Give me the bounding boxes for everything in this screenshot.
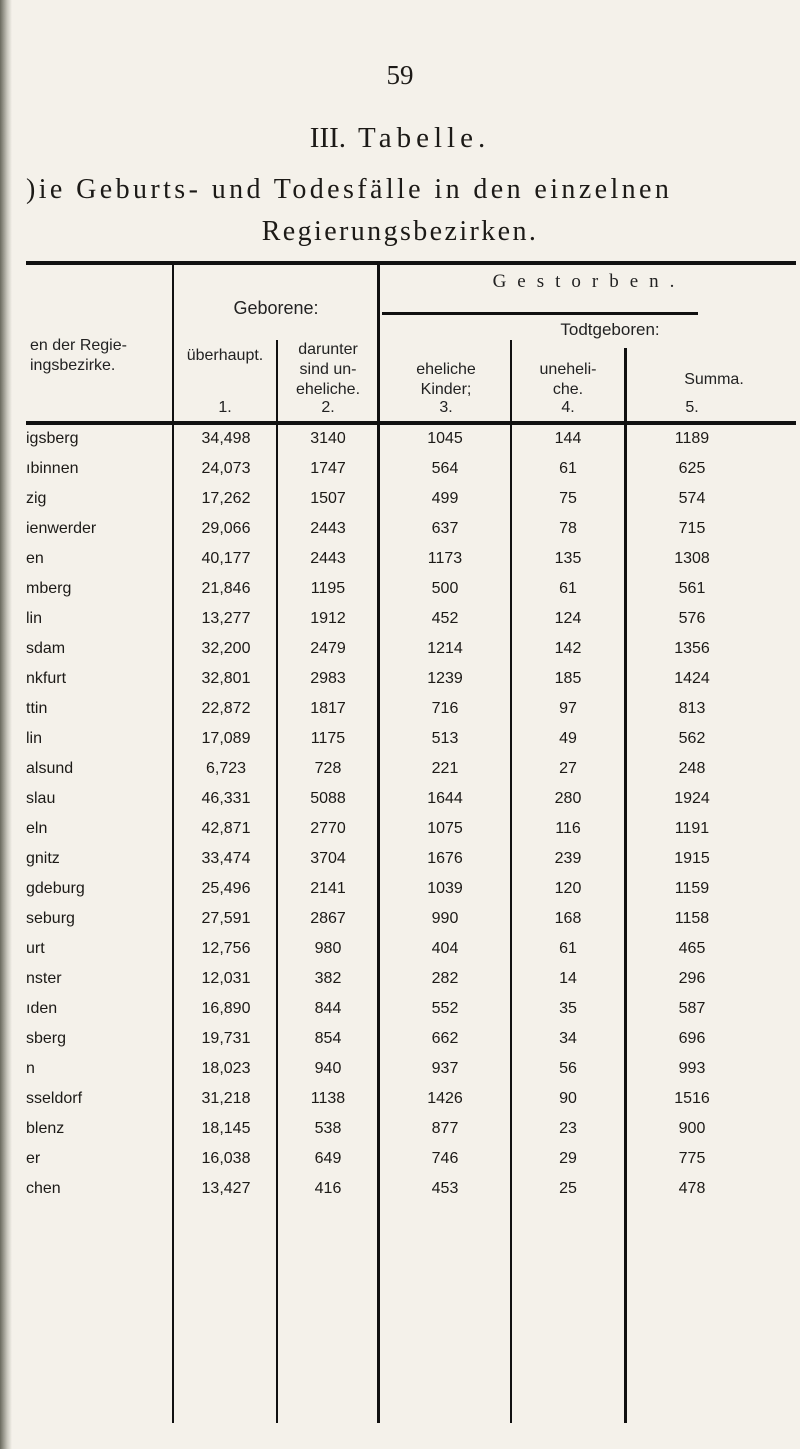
region-name-cell: igsberg	[26, 430, 79, 447]
table-top-rule	[26, 261, 796, 265]
stillborn-illegitimate-cell: 61	[559, 460, 577, 477]
table-row	[0, 666, 800, 696]
stillborn-total-cell: 625	[678, 460, 706, 477]
births-total-cell: 42,871	[201, 820, 251, 837]
region-name-cell: sdam	[26, 640, 66, 657]
table-row	[0, 1116, 800, 1146]
stillborn-legitimate-cell: 1045	[427, 430, 463, 447]
stillborn-total-cell: 478	[678, 1180, 706, 1197]
stillborn-total-cell: 576	[678, 610, 706, 627]
table-row	[0, 816, 800, 846]
stillborn-illegitimate-cell: 135	[554, 550, 582, 567]
table-row	[0, 756, 800, 786]
column-number-3: 3.	[439, 399, 453, 416]
stillborn-illegitimate-cell: 23	[559, 1120, 577, 1137]
region-name-cell: blenz	[26, 1120, 65, 1137]
births-illegitimate-cell: 844	[314, 1000, 342, 1017]
table-title-word: Tabelle.	[358, 122, 491, 154]
stillborn-total-cell: 465	[678, 940, 706, 957]
table-row	[0, 576, 800, 606]
column-number-2: 2.	[321, 399, 335, 416]
region-name-cell: chen	[26, 1180, 61, 1197]
births-illegitimate-cell: 1175	[310, 730, 346, 747]
stillborn-total-cell: 775	[678, 1150, 706, 1167]
table-row	[0, 696, 800, 726]
table-row	[0, 786, 800, 816]
stillborn-illegitimate-cell: 168	[554, 910, 582, 927]
births-total-cell: 12,031	[201, 970, 251, 987]
region-name-cell: eln	[26, 820, 48, 837]
births-total-cell: 13,427	[201, 1180, 251, 1197]
header-ueberhaupt: überhaupt.	[186, 347, 264, 364]
births-total-cell: 29,066	[201, 520, 251, 537]
stillborn-legitimate-cell: 282	[431, 970, 459, 987]
table-row	[0, 606, 800, 636]
stillborn-legitimate-cell: 552	[431, 1000, 459, 1017]
region-name-cell: n	[26, 1060, 35, 1077]
table-row	[0, 456, 800, 486]
table-row	[0, 516, 800, 546]
stillborn-illegitimate-cell: 280	[554, 790, 582, 807]
births-total-cell: 16,890	[201, 1000, 251, 1017]
region-name-cell: urt	[26, 940, 45, 957]
table-title	[0, 122, 800, 155]
column-number-4: 4.	[561, 399, 575, 416]
births-total-cell: 27,591	[201, 910, 251, 927]
table-title-numeral: III.	[309, 122, 347, 154]
stillborn-total-cell: 1924	[674, 790, 710, 807]
stillborn-illegitimate-cell: 34	[559, 1030, 577, 1047]
table-row	[0, 996, 800, 1026]
stillborn-legitimate-cell: 500	[431, 580, 459, 597]
stillborn-illegitimate-cell: 25	[559, 1180, 577, 1197]
births-total-cell: 31,218	[201, 1090, 251, 1107]
stillborn-legitimate-cell: 990	[431, 910, 459, 927]
region-name-cell: en	[26, 550, 44, 567]
table-row	[0, 546, 800, 576]
header-summa: Summa.	[684, 371, 744, 388]
stillborn-total-cell: 1308	[674, 550, 710, 567]
stillborn-legitimate-cell: 499	[431, 490, 459, 507]
table-row	[0, 1176, 800, 1206]
column-number-5: 5.	[685, 399, 699, 416]
header-region: en der Regie- ingsbezirke.	[30, 337, 127, 374]
stillborn-total-cell: 1516	[674, 1090, 710, 1107]
stillborn-illegitimate-cell: 185	[554, 670, 582, 687]
table-row	[0, 486, 800, 516]
stillborn-legitimate-cell: 513	[431, 730, 459, 747]
stillborn-legitimate-cell: 937	[431, 1060, 459, 1077]
stillborn-legitimate-cell: 564	[431, 460, 459, 477]
stillborn-legitimate-cell: 1239	[427, 670, 463, 687]
stillborn-legitimate-cell: 221	[431, 760, 459, 777]
births-total-cell: 21,846	[201, 580, 251, 597]
region-name-cell: sseldorf	[26, 1090, 83, 1107]
stillborn-illegitimate-cell: 56	[559, 1060, 577, 1077]
births-total-cell: 40,177	[201, 550, 251, 567]
region-name-cell: ienwerder	[26, 520, 97, 537]
header-darunter: darunter sind un- eheliche.	[295, 341, 361, 398]
stillborn-total-cell: 715	[678, 520, 706, 537]
table-subtitle-line-1: )ie Geburts- und Todesfälle in den einzelnen	[26, 174, 673, 205]
stillborn-total-cell: 1189	[674, 430, 710, 447]
page-number: 59	[386, 60, 414, 90]
stillborn-legitimate-cell: 662	[431, 1030, 459, 1047]
region-name-cell: gnitz	[26, 850, 60, 867]
stillborn-total-cell: 562	[678, 730, 706, 747]
births-total-cell: 12,756	[201, 940, 251, 957]
stillborn-illegitimate-cell: 49	[559, 730, 577, 747]
births-total-cell: 24,073	[201, 460, 251, 477]
table-row	[0, 876, 800, 906]
region-name-cell: alsund	[26, 760, 74, 777]
table-subtitle-line-2: Regierungsbezirken.	[261, 216, 539, 247]
births-total-cell: 6,723	[205, 760, 247, 777]
births-illegitimate-cell: 1195	[310, 580, 346, 597]
stillborn-total-cell: 587	[678, 1000, 706, 1017]
births-illegitimate-cell: 3140	[310, 430, 346, 447]
stillborn-total-cell: 296	[678, 970, 706, 987]
region-name-cell: mberg	[26, 580, 72, 597]
header-uneheliche: uneheli- che.	[539, 361, 597, 398]
table-row	[0, 426, 800, 456]
region-name-cell: ıbinnen	[26, 460, 79, 477]
stillborn-legitimate-cell: 452	[431, 610, 459, 627]
stillborn-legitimate-cell: 637	[431, 520, 459, 537]
stillborn-illegitimate-cell: 61	[559, 940, 577, 957]
births-illegitimate-cell: 1912	[310, 610, 346, 627]
header-geborene: Geborene:	[233, 298, 319, 318]
column-number-1: 1.	[218, 399, 232, 416]
stillborn-legitimate-cell: 716	[431, 700, 459, 717]
region-name-cell: slau	[26, 790, 56, 807]
table-row	[0, 936, 800, 966]
region-name-cell: nkfurt	[26, 670, 67, 687]
stillborn-total-cell: 1159	[674, 880, 710, 897]
stillborn-total-cell: 1158	[674, 910, 710, 927]
births-total-cell: 16,038	[201, 1150, 251, 1167]
todtgeboren-rule	[382, 312, 698, 315]
births-total-cell: 22,872	[201, 700, 251, 717]
region-name-cell: gdeburg	[26, 880, 85, 897]
region-name-cell: lin	[26, 730, 43, 747]
births-illegitimate-cell: 3704	[310, 850, 346, 867]
births-illegitimate-cell: 980	[314, 940, 342, 957]
births-illegitimate-cell: 538	[314, 1120, 342, 1137]
stillborn-illegitimate-cell: 90	[559, 1090, 577, 1107]
region-name-cell: ıden	[26, 1000, 58, 1017]
births-illegitimate-cell: 940	[314, 1060, 342, 1077]
stillborn-total-cell: 561	[678, 580, 706, 597]
stillborn-legitimate-cell: 1676	[427, 850, 463, 867]
stillborn-total-cell: 1191	[674, 820, 710, 837]
births-total-cell: 32,200	[201, 640, 251, 657]
stillborn-illegitimate-cell: 35	[559, 1000, 577, 1017]
table-row	[0, 1086, 800, 1116]
table-row	[0, 636, 800, 666]
table-body	[0, 426, 800, 1206]
header-gestorben: Gestorben.	[492, 271, 686, 292]
stillborn-total-cell: 1915	[674, 850, 710, 867]
stillborn-legitimate-cell: 1644	[427, 790, 463, 807]
births-illegitimate-cell: 382	[314, 970, 342, 987]
births-total-cell: 32,801	[201, 670, 251, 687]
table-row	[0, 846, 800, 876]
table-row	[0, 1146, 800, 1176]
stillborn-total-cell: 1424	[674, 670, 710, 687]
births-illegitimate-cell: 416	[314, 1180, 342, 1197]
stillborn-illegitimate-cell: 61	[559, 580, 577, 597]
births-total-cell: 46,331	[201, 790, 251, 807]
region-name-cell: sberg	[26, 1030, 67, 1047]
births-illegitimate-cell: 2983	[310, 670, 346, 687]
stillborn-illegitimate-cell: 116	[555, 820, 581, 837]
births-illegitimate-cell: 728	[314, 760, 342, 777]
table-row	[0, 1026, 800, 1056]
region-name-cell: seburg	[26, 910, 75, 927]
stillborn-legitimate-cell: 877	[431, 1120, 459, 1137]
stillborn-illegitimate-cell: 29	[559, 1150, 577, 1167]
births-illegitimate-cell: 2443	[310, 520, 346, 537]
stillborn-illegitimate-cell: 142	[554, 640, 582, 657]
stillborn-legitimate-cell: 453	[431, 1180, 459, 1197]
stillborn-illegitimate-cell: 75	[559, 490, 577, 507]
stillborn-legitimate-cell: 404	[431, 940, 459, 957]
births-total-cell: 33,474	[201, 850, 251, 867]
stillborn-illegitimate-cell: 144	[554, 430, 582, 447]
stillborn-legitimate-cell: 1426	[427, 1090, 463, 1107]
births-total-cell: 19,731	[201, 1030, 251, 1047]
stillborn-illegitimate-cell: 78	[559, 520, 577, 537]
stillborn-illegitimate-cell: 14	[559, 970, 577, 987]
births-total-cell: 18,145	[201, 1120, 251, 1137]
stillborn-legitimate-cell: 1075	[427, 820, 463, 837]
stillborn-illegitimate-cell: 97	[559, 700, 577, 717]
stillborn-total-cell: 574	[678, 490, 706, 507]
births-illegitimate-cell: 2770	[310, 820, 346, 837]
region-name-cell: zig	[26, 490, 47, 507]
stillborn-legitimate-cell: 1039	[427, 880, 463, 897]
table-header-bottom-rule	[26, 421, 796, 425]
births-illegitimate-cell: 1138	[310, 1090, 346, 1107]
stillborn-illegitimate-cell: 27	[559, 760, 577, 777]
stillborn-illegitimate-cell: 239	[554, 850, 582, 867]
stillborn-total-cell: 993	[678, 1060, 706, 1077]
births-total-cell: 17,089	[201, 730, 251, 747]
header-todtgeboren: Todtgeboren:	[560, 320, 660, 339]
births-illegitimate-cell: 649	[314, 1150, 342, 1167]
births-total-cell: 17,262	[201, 490, 251, 507]
stillborn-total-cell: 900	[678, 1120, 706, 1137]
stillborn-legitimate-cell: 1173	[427, 550, 463, 567]
table-row	[0, 726, 800, 756]
region-name-cell: nster	[26, 970, 62, 987]
births-illegitimate-cell: 1507	[310, 490, 346, 507]
header-eheliche: eheliche Kinder;	[416, 361, 476, 398]
births-illegitimate-cell: 2443	[310, 550, 346, 567]
region-name-cell: ttin	[26, 700, 48, 717]
births-illegitimate-cell: 854	[314, 1030, 342, 1047]
births-illegitimate-cell: 2479	[310, 640, 346, 657]
stillborn-legitimate-cell: 1214	[427, 640, 463, 657]
region-name-cell: er	[26, 1150, 41, 1167]
stillborn-illegitimate-cell: 124	[554, 610, 582, 627]
region-name-cell: lin	[26, 610, 43, 627]
births-illegitimate-cell: 2867	[310, 910, 346, 927]
births-total-cell: 34,498	[201, 430, 251, 447]
stillborn-illegitimate-cell: 120	[554, 880, 582, 897]
stillborn-total-cell: 1356	[674, 640, 710, 657]
births-illegitimate-cell: 1747	[310, 460, 346, 477]
stillborn-total-cell: 248	[678, 760, 706, 777]
table-row	[0, 966, 800, 996]
table-row	[0, 1056, 800, 1086]
births-total-cell: 25,496	[201, 880, 251, 897]
births-illegitimate-cell: 5088	[310, 790, 346, 807]
births-total-cell: 13,277	[201, 610, 251, 627]
births-total-cell: 18,023	[201, 1060, 251, 1077]
stillborn-total-cell: 813	[678, 700, 706, 717]
table-row	[0, 906, 800, 936]
births-illegitimate-cell: 2141	[310, 880, 346, 897]
stillborn-legitimate-cell: 746	[431, 1150, 459, 1167]
stillborn-total-cell: 696	[678, 1030, 706, 1047]
births-illegitimate-cell: 1817	[310, 700, 346, 717]
